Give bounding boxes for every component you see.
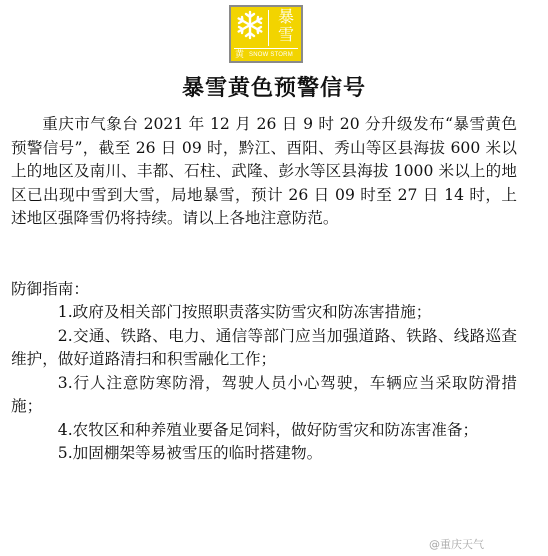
warning-paragraph: 重庆市气象台 2021 年 12 月 26 日 9 时 20 分升级发布“暴雪黄色预警信号”，截至 26 日 09 时，黔江、酉阳、秀山等区县海拔 600 米以上的地区及南川、丰都、石柱、武隆、彭水等区县海拔 1000 米以上的地区已出现中雪到大雪，局地暴雪，预计 26 日 09 时至 27 日 14 时，上述地区强降雪仍将持续。请以上各地注意防范。 bbox=[11, 115, 517, 227]
sign-label-char: 暴 bbox=[277, 7, 294, 26]
watermark: @重庆天气 bbox=[429, 538, 484, 551]
guide-item: 1.政府及相关部门按照职责落实防雪灾和防冻害措施； bbox=[57, 303, 432, 321]
sign-label-cn bbox=[271, 8, 301, 44]
sign-divider bbox=[268, 10, 269, 46]
guide-title: 防御指南： bbox=[11, 279, 89, 298]
guide-item: 5.加固棚架等易被雪压的临时搭建物。 bbox=[57, 444, 323, 462]
sign-divider bbox=[234, 48, 298, 49]
sign-label-char: 雪 bbox=[277, 25, 294, 44]
sign-label-en: SNOW STORM bbox=[249, 52, 293, 58]
page-title: 暴雪黄色预警信号 bbox=[181, 76, 366, 101]
sign-foot-label: 黄 bbox=[235, 50, 245, 60]
warning-body bbox=[11, 113, 517, 466]
guide-item: 3.行人注意防寒防滑，驾驶人员小心驾驶，车辆应当采取防滑措施； bbox=[11, 373, 517, 415]
snowflake-icon bbox=[234, 9, 266, 41]
snowstorm-warning-sign bbox=[229, 5, 303, 63]
guide-item: 2.交通、铁路、电力、通信等部门应当加强道路、铁路、线路巡查维护，做好道路清扫和积雪融化工作； bbox=[11, 326, 517, 368]
guide-item: 4.农牧区和种养殖业要备足饲料，做好防雪灾和防冻害准备； bbox=[57, 420, 479, 439]
